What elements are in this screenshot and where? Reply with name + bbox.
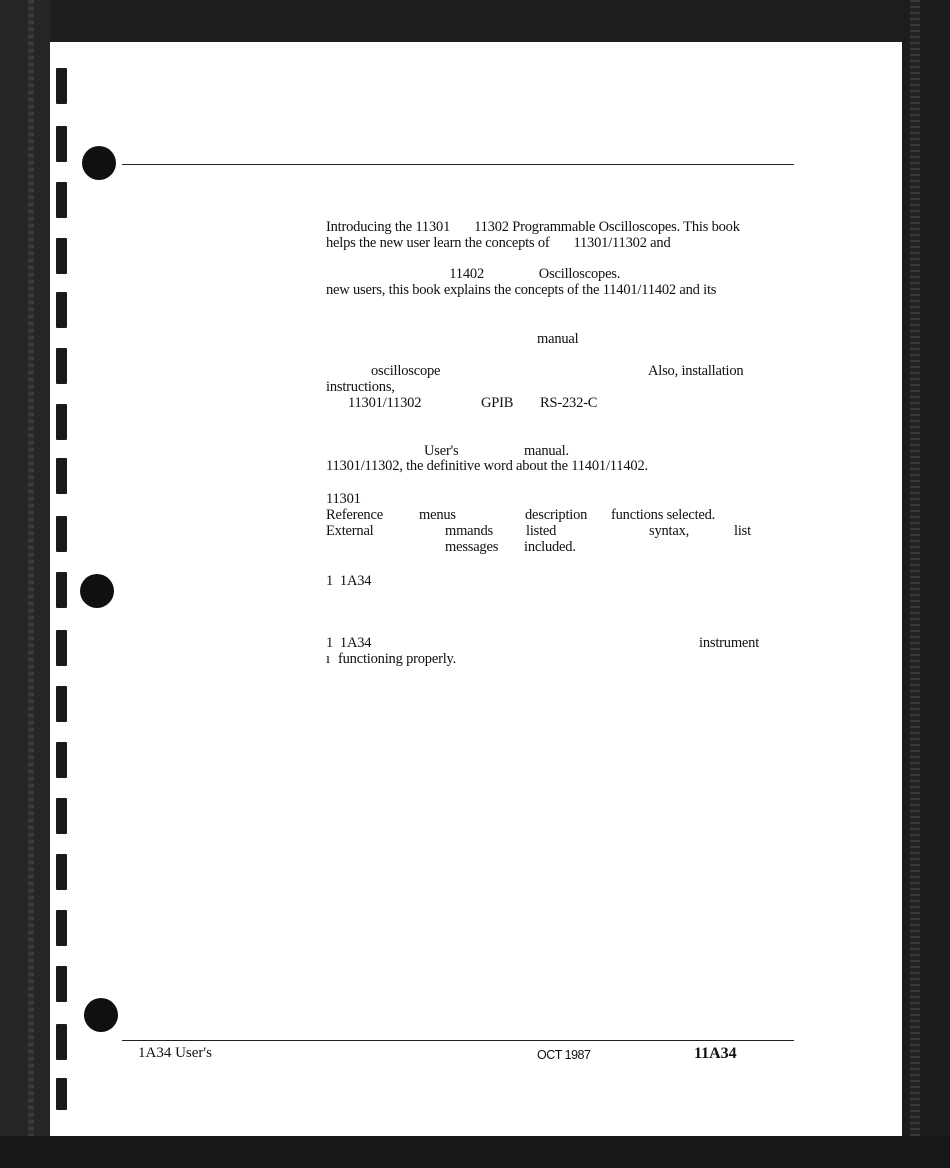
text-fragment: mmands bbox=[445, 523, 493, 539]
punch-hole bbox=[84, 998, 118, 1032]
binder-tab bbox=[56, 292, 67, 328]
text-fragment: 11301/11302 bbox=[348, 395, 422, 411]
binder-tab bbox=[56, 798, 67, 834]
binder-tab bbox=[56, 742, 67, 778]
binder-tab bbox=[56, 348, 67, 384]
text-fragment: ı bbox=[326, 651, 330, 667]
binder-tab bbox=[56, 182, 67, 218]
footer-model: 11A34 bbox=[694, 1045, 737, 1062]
punch-hole bbox=[80, 574, 114, 608]
binder-tab bbox=[56, 1078, 67, 1110]
binder-tab bbox=[56, 966, 67, 1002]
binder-tab bbox=[56, 126, 67, 162]
scan-frame-left bbox=[0, 0, 50, 1168]
text-line: 11402 Oscilloscopes. bbox=[326, 266, 621, 282]
text-fragment: list bbox=[734, 523, 751, 539]
text-fragment: User's bbox=[424, 443, 459, 459]
binder-tab bbox=[56, 572, 67, 608]
text-fragment: listed bbox=[526, 523, 557, 539]
binder-tab bbox=[56, 238, 67, 274]
text-fragment: Also, installation bbox=[648, 363, 744, 379]
binder-tab bbox=[56, 630, 67, 666]
binder-tab bbox=[56, 404, 67, 440]
text-fragment: included. bbox=[524, 539, 576, 555]
footer-rule bbox=[122, 1040, 794, 1041]
text-fragment: 1 1A34 bbox=[326, 573, 372, 589]
binder-tab bbox=[56, 686, 67, 722]
text-fragment: manual bbox=[537, 331, 579, 347]
header-rule bbox=[122, 164, 794, 165]
binder-tab bbox=[56, 516, 67, 552]
punch-hole bbox=[82, 146, 116, 180]
binder-tab bbox=[56, 68, 67, 104]
text-fragment: 1 1A34 bbox=[326, 635, 372, 651]
binder-tab bbox=[56, 458, 67, 494]
text-fragment: External bbox=[326, 523, 374, 539]
text-fragment: messages bbox=[445, 539, 499, 555]
text-fragment: syntax, bbox=[649, 523, 690, 539]
text-fragment: manual. bbox=[524, 443, 569, 459]
footer-date: OCT 1987 bbox=[537, 1048, 591, 1062]
text-fragment: GPIB bbox=[481, 395, 514, 411]
text-fragment: menus bbox=[419, 507, 456, 523]
text-line: Introducing the 11301 11302 Programmable Oscilloscopes. This book bbox=[326, 219, 740, 235]
text-fragment: 11301/11302, the definitive word about the 11401/11402. bbox=[326, 458, 648, 474]
scan-frame-right bbox=[902, 0, 950, 1168]
text-fragment: instrument bbox=[699, 635, 760, 651]
text-fragment: instructions, bbox=[326, 379, 395, 395]
text-fragment: 11301 bbox=[326, 491, 361, 507]
text-fragment: description bbox=[525, 507, 588, 523]
paragraph-scopes bbox=[326, 267, 716, 298]
binder-tab bbox=[56, 854, 67, 890]
text-fragment: functioning properly. bbox=[338, 651, 457, 667]
text-line: helps the new user learn the concepts of 11301/11302 and bbox=[326, 234, 671, 251]
text-line: new users, this book explains the concepts of the 11401/11402 and its bbox=[326, 281, 717, 298]
scan-frame-top bbox=[0, 0, 950, 42]
footer-title: 1A34 User's bbox=[138, 1045, 212, 1061]
text-fragment: Reference bbox=[326, 507, 383, 523]
text-fragment: oscilloscope bbox=[371, 363, 441, 379]
text-fragment: RS-232-C bbox=[540, 395, 598, 411]
paragraph-intro bbox=[326, 220, 740, 251]
scan-frame-bottom bbox=[0, 1136, 950, 1168]
text-fragment: functions selected. bbox=[611, 507, 716, 523]
document-page bbox=[50, 42, 902, 1136]
binder-tab bbox=[56, 910, 67, 946]
binder-tab bbox=[56, 1024, 67, 1060]
